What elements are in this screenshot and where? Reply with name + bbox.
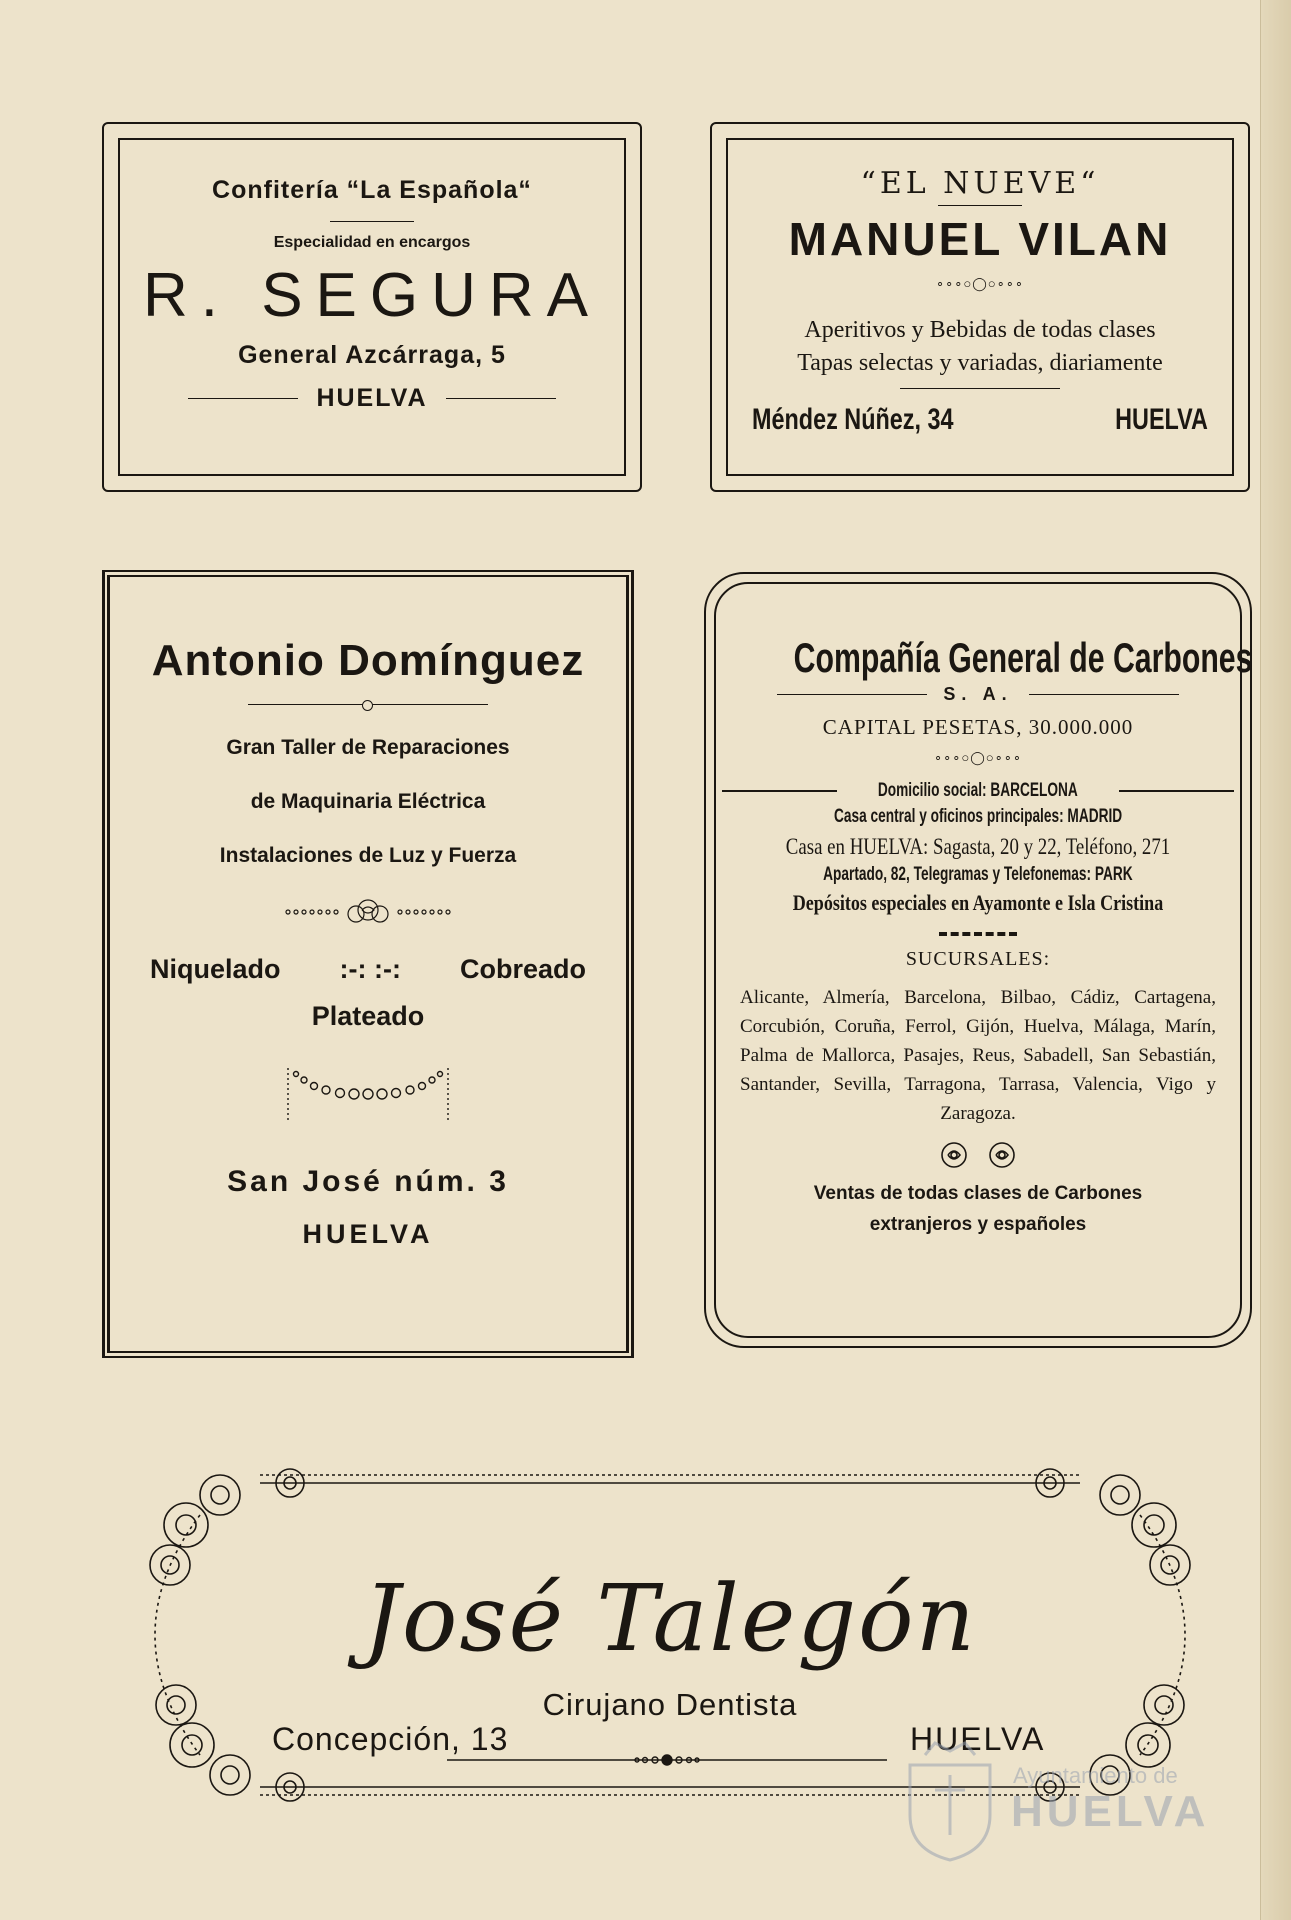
- ad-talegon: [110, 1455, 1230, 1815]
- roses: [722, 1140, 1234, 1170]
- dash-divider: [939, 932, 1017, 936]
- divider: [938, 205, 1022, 206]
- divider: [722, 790, 837, 792]
- dot-ornament-icon: ∘∘∘○◯○∘∘∘: [933, 750, 1023, 765]
- ad-el-nueve: [726, 138, 1234, 476]
- dot-ornament-icon: ∘∘∘○◯○∘∘∘: [935, 276, 1025, 291]
- address: General Azcárraga, 5: [238, 341, 506, 369]
- domicilio-row: [722, 780, 1234, 802]
- service-copper: Cobreado: [459, 954, 586, 984]
- sa-row: [722, 684, 1234, 705]
- city: HUELVA: [910, 1721, 1046, 1757]
- divider: [330, 221, 414, 222]
- divider: [248, 704, 488, 705]
- address: Méndez Núñez, 34: [752, 403, 954, 436]
- divider: [900, 388, 1060, 389]
- garland-ornament-icon: [118, 1062, 618, 1131]
- address: San José núm. 3: [227, 1165, 509, 1198]
- ad-antonio-dominguez: [118, 590, 618, 1338]
- owner-name: MANUEL VILAN: [788, 213, 1172, 265]
- city: HUELVA: [316, 384, 428, 412]
- divider: [446, 398, 556, 399]
- company-name: Compañía General de Carbones: [793, 634, 1253, 681]
- address: Concepción, 13: [272, 1721, 509, 1757]
- description: [728, 314, 1232, 380]
- service-separator: :-: :-:: [339, 954, 401, 984]
- description-line-3: Instalaciones de Luz y Fuerza: [219, 844, 517, 867]
- domicilio: Domicilio social: BARCELONA: [878, 780, 1078, 801]
- central-office: Casa central y oficinos principales: MADRID: [833, 806, 1123, 827]
- city: HUELVA: [302, 1219, 434, 1249]
- depositos: Depósitos especiales en Ayamonte e Isla Cristina: [792, 890, 1164, 915]
- divider: [777, 694, 927, 695]
- huelva-office: Casa en HUELVA: Sagasta, 20 y 22, Teléfono, 271: [785, 834, 1171, 859]
- divider: [1029, 694, 1179, 695]
- dot-divider-icon: [447, 1696, 887, 1776]
- city-row: [120, 384, 624, 413]
- rose-icon: [987, 1140, 1017, 1170]
- divider: [1119, 790, 1234, 792]
- description: [118, 721, 618, 883]
- sales-text: [722, 1178, 1234, 1240]
- sucursales-list: Alicante, Almería, Barcelona, Bilbao, Cádiz, Cartagena, Corcubión, Coruña, Ferrol, Gijón, Huelva, Málaga, Marín, Palma de Mallorca, Pasajes, Reus, Sabadell, San Sebastián, Santander, Sevilla, Tarragona, Tarrasa, Valencia, Vigo y Zaragoza.: [740, 987, 1216, 1124]
- address-row: [728, 403, 1232, 437]
- watermark-line-2: HUELVA: [1011, 1787, 1210, 1836]
- description-line-1: Gran Taller de Reparaciones: [226, 736, 510, 759]
- apartado: Apartado, 82, Telegramas y Telefonemas: PARK: [823, 864, 1133, 885]
- service-silver: Plateado: [311, 1001, 425, 1031]
- ad-carbones: [722, 590, 1253, 1330]
- bar-name: “EL NUEVE“: [860, 166, 1100, 201]
- description-line-1: Aperitivos y Bebidas de todas clases: [804, 317, 1156, 343]
- shop-title: Confitería “La Española“: [212, 176, 532, 204]
- sucursales-title: SUCURSALES:: [905, 948, 1051, 970]
- rose-ornament-icon: [118, 897, 618, 932]
- sales-line-2: extranjeros y españoles: [869, 1214, 1087, 1235]
- company-type: S. A.: [943, 684, 1013, 704]
- owner-name: R. SEGURA: [142, 261, 602, 330]
- ad-la-espanola: [118, 138, 626, 476]
- description-line-2: de Maquinaria Eléctrica: [250, 790, 486, 813]
- description-line-2: Tapas selectas y variadas, diariamente: [797, 350, 1163, 376]
- sales-line-1: Ventas de todas clases de Carbones: [813, 1183, 1143, 1204]
- services-row: [118, 954, 618, 985]
- dentist-name: José Talegón: [363, 1565, 977, 1672]
- rose-icon: [939, 1140, 969, 1170]
- capital: CAPITAL PESETAS, 30.000.000: [822, 715, 1134, 739]
- service-nickel: Niquelado: [150, 954, 281, 984]
- profession: Cirujano Dentista: [542, 1687, 798, 1722]
- specialty-text: Especialidad en encargos: [273, 234, 471, 251]
- city: HUELVA: [1115, 403, 1208, 436]
- divider: [188, 398, 298, 399]
- page-edge: [1260, 0, 1291, 1920]
- watermark-line-1: Ayuntamiento de: [1013, 1763, 1178, 1788]
- business-name: Antonio Domínguez: [151, 636, 585, 685]
